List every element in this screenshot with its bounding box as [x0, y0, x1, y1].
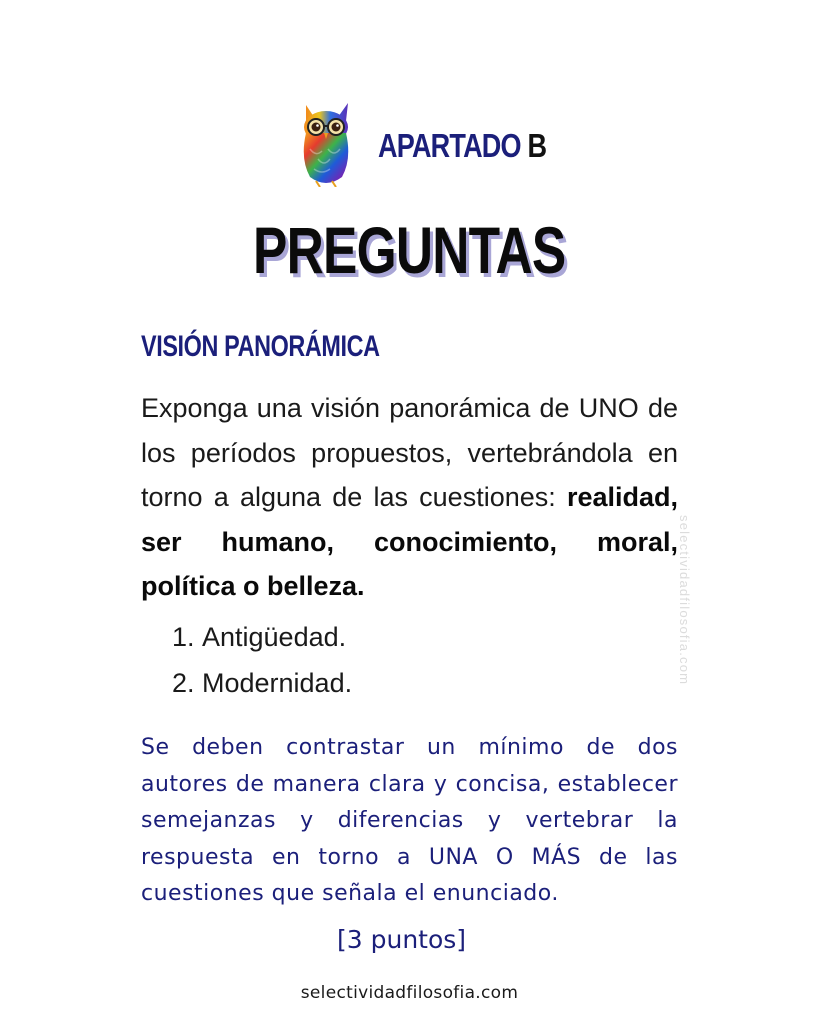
list-item-number: 2.: [172, 668, 195, 698]
list-item: [172, 614, 352, 660]
footer-site-link[interactable]: selectividadfilosofia.com: [300, 983, 519, 1003]
question-statement: [141, 386, 678, 609]
page-title: [0, 212, 819, 288]
section-label-letter: B: [527, 127, 547, 164]
instructions-note: Se deben contrastar un mínimo de dos autores de manera clara y concisa, establecer semejanzas y diferencias y vertebrar la respuesta en torno a UNA O MÁS de las cuestiones que señala el enunciado.: [141, 735, 678, 906]
points-value: [3 puntos]: [337, 925, 467, 954]
header: [296, 98, 583, 188]
statement-bold-topics: realidad, ser humano, conocimiento, moral, política o belleza.: [141, 482, 678, 601]
statement-plain: Exponga una visión panorámica de UNO de los períodos propuestos, vertebrándola en torno a alguna de las cuestiones:: [141, 393, 678, 512]
list-item-number: 1.: [172, 622, 195, 652]
list-item-label: Modernidad.: [202, 668, 353, 698]
periods-list: [172, 614, 352, 706]
page-title-text: PREGUNTAS: [253, 213, 566, 287]
section-heading: VISIÓN PANORÁMICA: [141, 330, 380, 363]
section-label: [378, 127, 546, 165]
owl-icon: [296, 99, 356, 187]
section-label-word: APARTADO: [378, 127, 521, 164]
vertical-watermark: selectividadfilosofia.com: [677, 515, 692, 686]
list-item: [172, 660, 352, 706]
list-item-label: Antigüedad.: [202, 622, 347, 652]
